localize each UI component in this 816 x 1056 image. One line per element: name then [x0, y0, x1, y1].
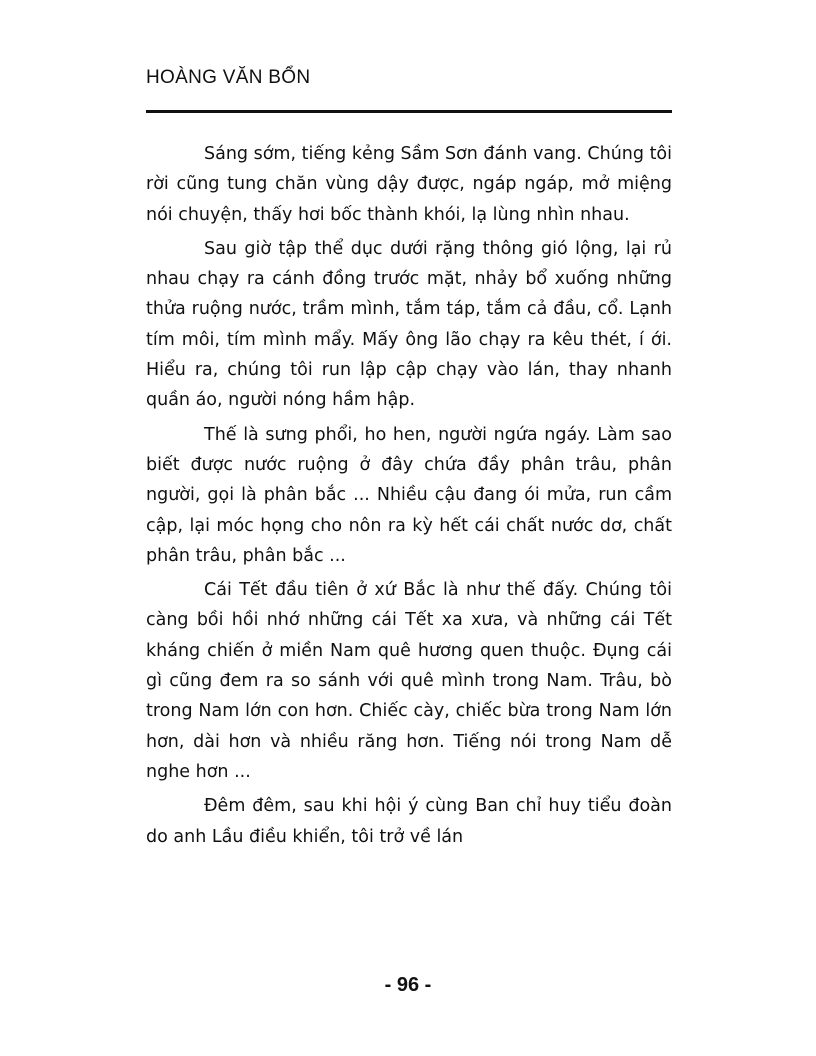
running-head-author: HOÀNG VĂN BỔN — [146, 67, 311, 88]
paragraph-4: Cái Tết đầu tiên ở xứ Bắc là như thế đấy. Chúng tôi càng bồi hồi nhớ những cái Tết xa xưa, và những cái Tết kháng chiến ở miền Nam quê hương quen thuộc. Đụng cái gì cũng đem ra so sánh với quê mình trong Nam. Trâu, bò trong Nam lớn con hơn. Chiếc cày, chiếc bừa trong Nam lớn hơn, dài hơn và nhiều răng hơn. Tiếng nói trong Nam dễ nghe hơn ... — [146, 580, 672, 782]
header-rule — [146, 110, 672, 113]
paragraph-2: Sau giờ tập thể dục dưới rặng thông gió lộng, lại rủ nhau chạy ra cánh đồng trước mặt, nhảy bổ xuống những thửa ruộng nước, trầm mình, tắm táp, tắm cả đầu, cổ. Lạnh tím môi, tím mình mẩy. Mấy ông lão chạy ra kêu thét, í ới. Hiểu ra, chúng tôi run lập cập chạy vào lán, thay nhanh quần áo, người nóng hầm hập. — [146, 238, 672, 411]
page-number: - 96 - — [384, 974, 432, 996]
text-body — [146, 139, 672, 852]
paragraph-3: Thế là sưng phổi, ho hen, người ngứa ngáy. Làm sao biết được nước ruộng ở đây chứa đầy phân trâu, phân người, gọi là phân bắc ... Nhiều cậu đang ói mửa, run cầm cập, lại móc họng cho nôn ra kỳ hết cái chất nước dơ, chất phân trâu, phân bắc ... — [146, 424, 672, 566]
paragraph-5: Đêm đêm, sau khi hội ý cùng Ban chỉ huy tiểu đoàn do anh Lầu điều khiển, tôi trở về lán — [146, 796, 672, 847]
paragraph-1: Sáng sớm, tiếng kẻng Sầm Sơn đánh vang. Chúng tôi rời cũng tung chăn vùng dậy được, ngáp ngáp, mở miệng nói chuyện, thấy hơi bốc thành khói, lạ lùng nhìn nhau. — [146, 144, 672, 225]
